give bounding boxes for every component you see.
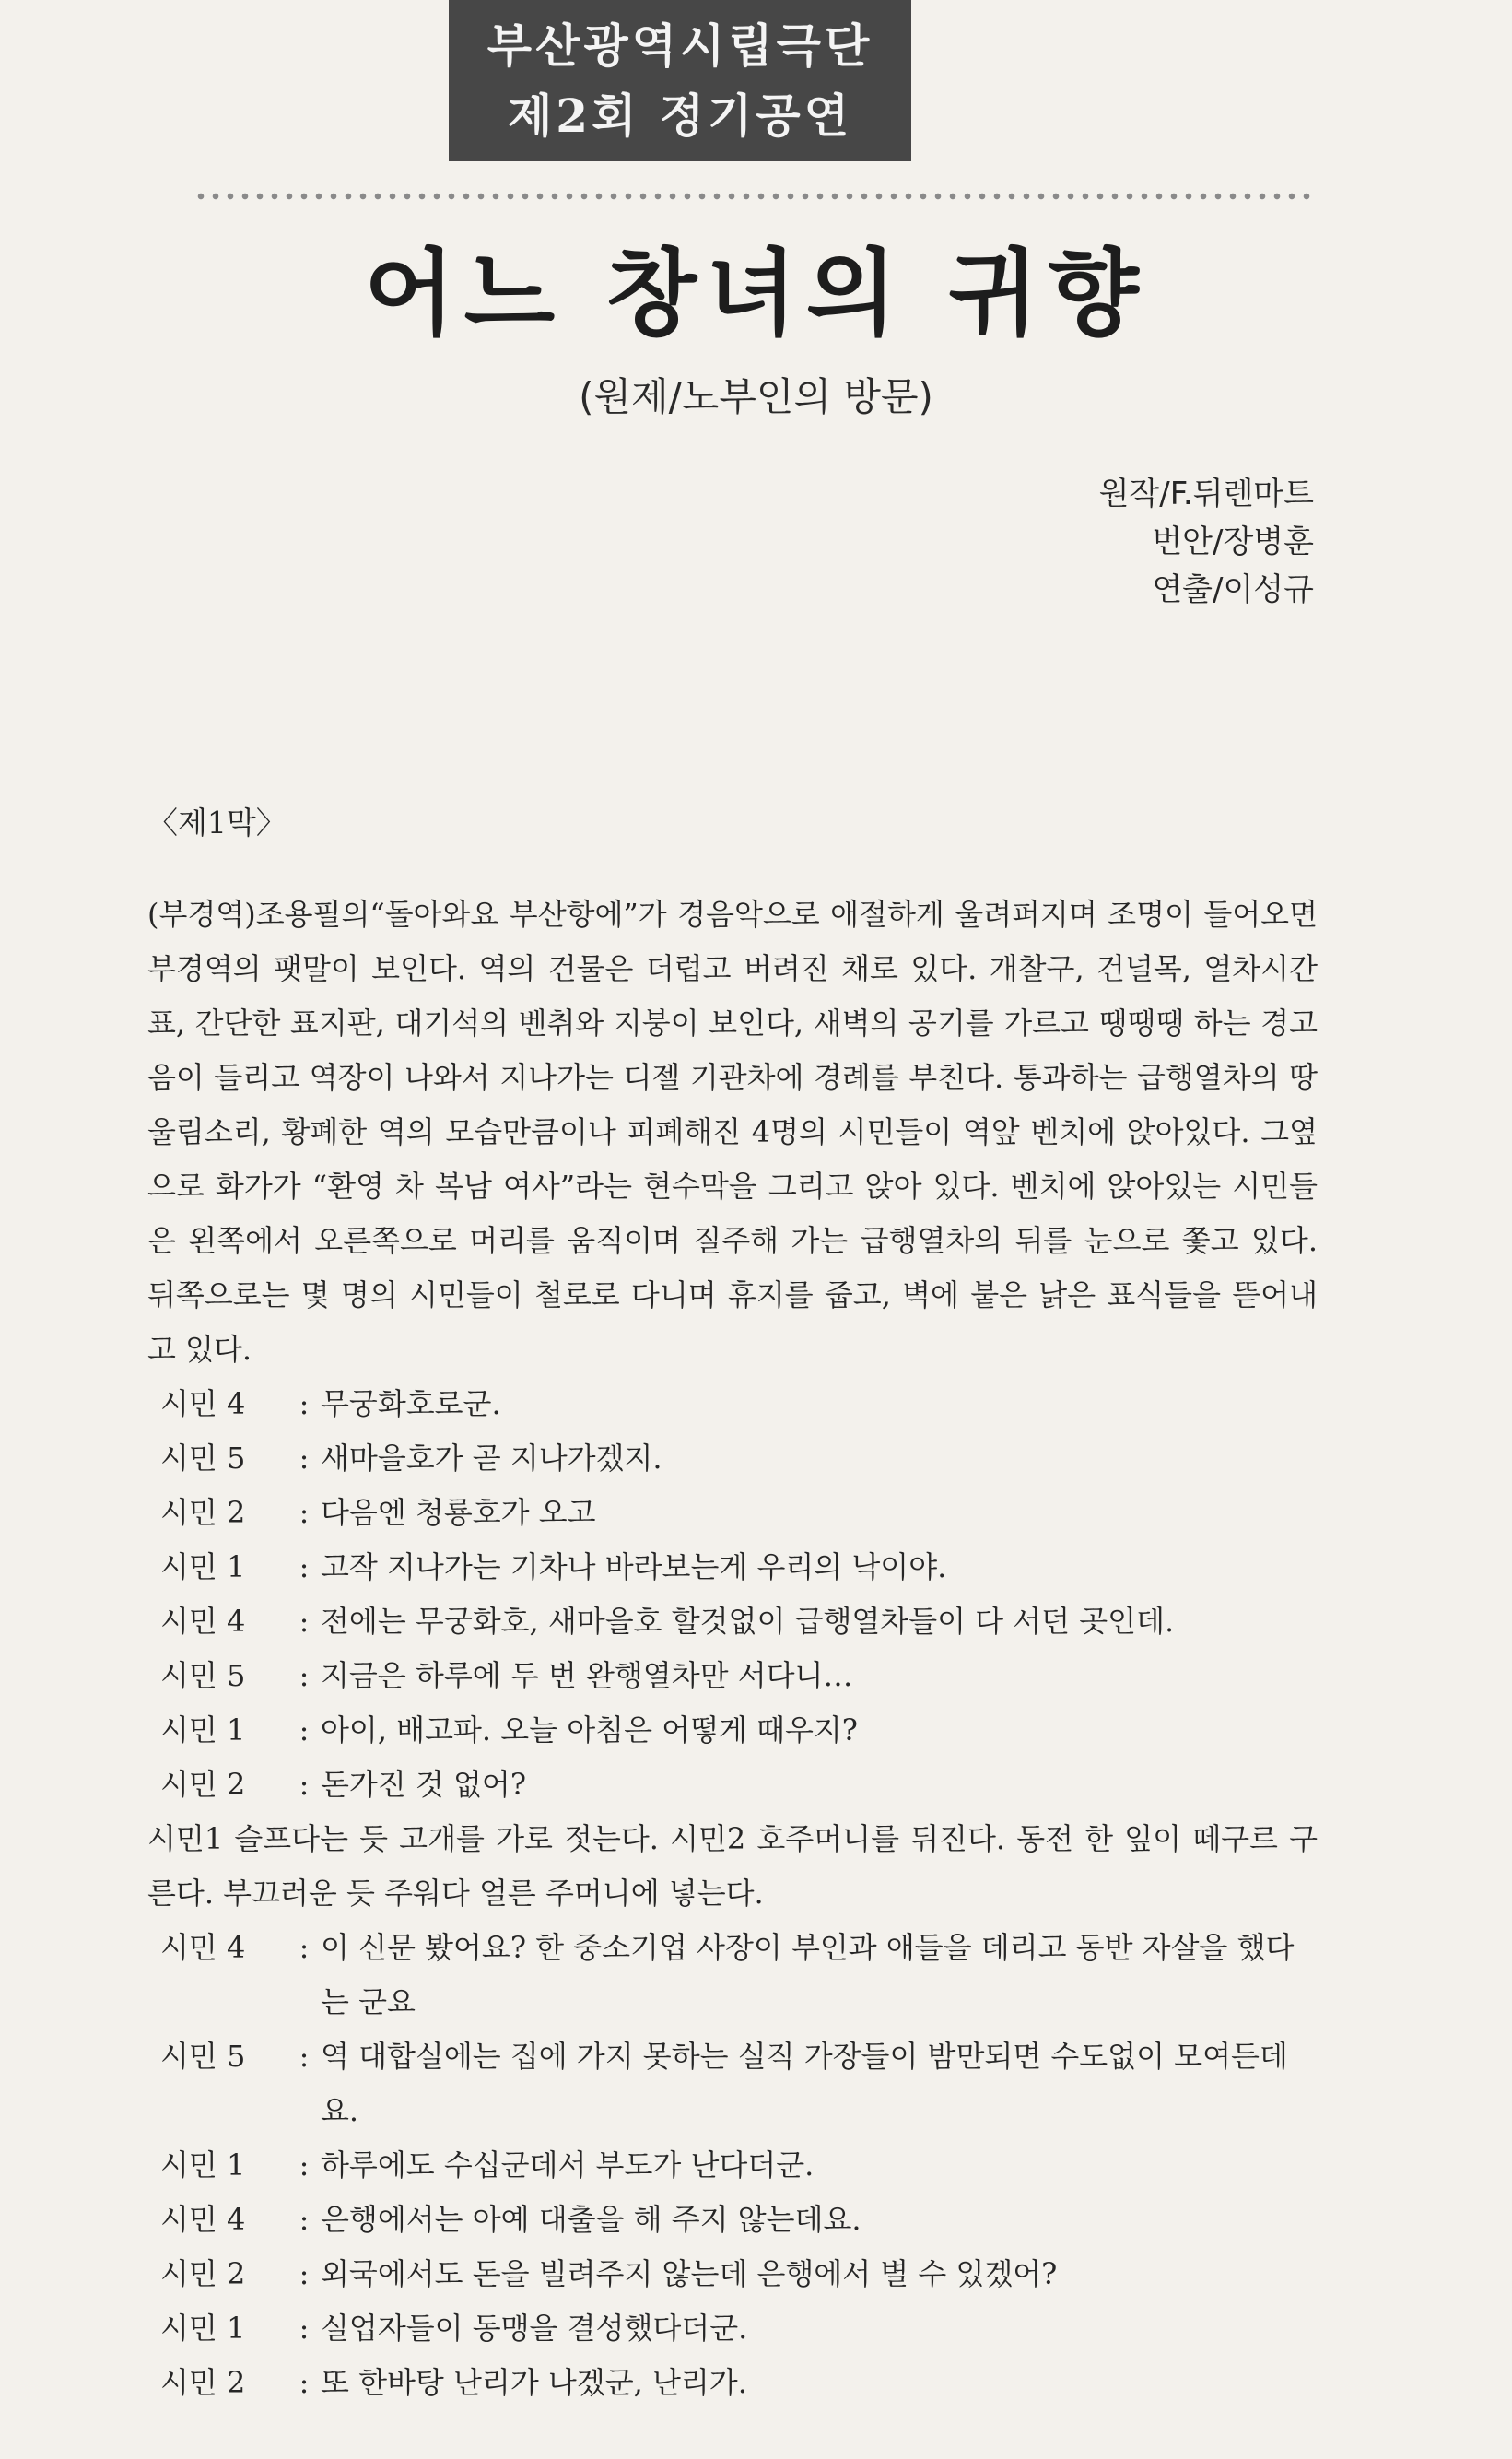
- speaker: 시민 2: [160, 1495, 246, 1530]
- colon: :: [299, 2147, 310, 2183]
- speech: 전에는 무궁화호, 새마을호 할것없이 급행열차들이 다 서던 곳인데.: [321, 1604, 1175, 1639]
- speech: 실업자들이 동맹을 결성했다더군.: [321, 2311, 748, 2346]
- speech: 새마을호가 곧 지나가겠지.: [321, 1441, 662, 1476]
- dialogue-line: [147, 2301, 1318, 2356]
- speaker: 시민 2: [160, 1767, 246, 1802]
- speaker: 시민 4: [160, 2202, 246, 2237]
- script-body: [147, 888, 1318, 2410]
- colon: :: [299, 1495, 310, 1530]
- speech: 이 신문 봤어요? 한 중소기업 사장이 부인과 애들을 데리고 동반 자살을 했다는 군요: [321, 1930, 1295, 2019]
- colon: :: [299, 2365, 310, 2400]
- colon: :: [299, 1712, 310, 1747]
- speech: 은행에서는 아예 대출을 해 주지 않는데요.: [321, 2202, 861, 2237]
- speaker: 시민 4: [160, 1930, 246, 1965]
- colon: :: [299, 1386, 310, 1421]
- dotted-divider: [193, 191, 1318, 202]
- colon: :: [299, 1767, 310, 1802]
- speech: 돈가진 것 없어?: [321, 1767, 526, 1802]
- colon: :: [299, 2039, 310, 2074]
- play-title: 어느 창녀의 귀향: [364, 240, 1148, 349]
- speech: 하루에도 수십군데서 부도가 난다더군.: [321, 2147, 815, 2183]
- dialogue-block-b: [147, 1921, 1318, 2410]
- speaker: 시민 4: [160, 1386, 246, 1421]
- speech: 외국에서도 돈을 빌려주지 않는데 은행에서 별 수 있겠어?: [321, 2256, 1058, 2291]
- dialogue-line: [147, 1594, 1318, 1649]
- credits: [1099, 470, 1314, 614]
- speech: 지금은 하루에 두 번 완행열차만 서다니…: [321, 1658, 853, 1693]
- credit-original: 원작/F.뒤렌마트: [1098, 476, 1314, 512]
- act-heading: 〈제1막〉: [147, 805, 287, 841]
- speaker: 시민 5: [160, 1658, 246, 1693]
- dialogue-line: [147, 1540, 1318, 1594]
- speaker: 시민 5: [160, 2039, 246, 2074]
- speaker: 시민 1: [160, 2147, 246, 2183]
- speaker: 시민 2: [160, 2256, 246, 2291]
- dialogue-line: [147, 1758, 1318, 1812]
- dialogue-line: [147, 1703, 1318, 1758]
- speech: 고작 지나가는 기차나 바라보는게 우리의 낙이야.: [321, 1549, 947, 1584]
- colon: :: [299, 1604, 310, 1639]
- dialogue-line: [147, 2030, 1318, 2138]
- dialogue-line: [147, 2247, 1318, 2301]
- dialogue-block-a: [147, 1377, 1318, 1812]
- speech: 또 한바탕 난리가 나겠군, 난리가.: [321, 2365, 747, 2400]
- dialogue-line: [147, 2356, 1318, 2410]
- colon: :: [299, 2311, 310, 2346]
- colon: :: [299, 1549, 310, 1584]
- speaker: 시민 1: [160, 1549, 246, 1584]
- colon: :: [299, 1441, 310, 1476]
- scene-description: (부경역)조용필의“돌아와요 부산항에”가 경음악으로 애절하게 울려퍼지며 조명이 들어오면 부경역의 팻말이 보인다. 역의 건물은 더럽고 버려진 채로 있다. 개찰구, 건널목, 열차시간표, 간단한 표지판, 대기석의 벤취와 지붕이 보인다, 새벽의 공기를 가르고 땡땡땡 하는 경고음이 들리고 역장이 나와서 지나가는 디젤 기관차에 경례를 부친다. 통과하는 급행열차의 땅울림소리, 황폐한 역의 모습만큼이나 피폐해진 4명의 시민들이 역앞 벤치에 앉아있다. 그옆으로 화가가 “환영 차 복남 여사”라는 현수막을 그리고 앉아 있다. 벤치에 앉아있는 시민들은 왼쪽에서 오른쪽으로 머리를 움직이며 질주해 가는 급행열차의 뒤를 눈으로 쫓고 있다. 뒤쪽으로는 몇 명의 시민들이 철로로 다니며 휴지를 줍고, 벽에 붙은 낡은 표식들을 뜯어내고 있다.: [147, 897, 1318, 1367]
- stage-direction: 시민1 슬프다는 듯 고개를 가로 젓는다. 시민2 호주머니를 뒤진다. 동전 한 잎이 떼구르 구른다. 부끄러운 듯 주워다 얼른 주머니에 넣는다.: [147, 1821, 1318, 1911]
- performance-header: [449, 0, 911, 161]
- colon: :: [299, 1658, 310, 1693]
- dialogue-line: [147, 1377, 1318, 1431]
- speaker: 시민 1: [160, 1712, 246, 1747]
- troupe-name: 부산광역시립극단: [486, 18, 873, 73]
- speech: 다음엔 청룡호가 오고: [321, 1495, 596, 1530]
- speaker: 시민 4: [160, 1604, 246, 1639]
- dialogue-line: [147, 1649, 1318, 1703]
- colon: :: [299, 2202, 310, 2237]
- speech: 역 대합실에는 집에 가지 못하는 실직 가장들이 밤만되면 수도없이 모여든데요.: [321, 2039, 1288, 2128]
- credit-adaptation: 번안/장병훈: [1152, 524, 1314, 560]
- colon: :: [299, 1930, 310, 1965]
- performance-number: 제2회 정기공연: [508, 88, 852, 143]
- speaker: 시민 2: [160, 2365, 246, 2400]
- colon: :: [299, 2256, 310, 2291]
- dialogue-line: [147, 2138, 1318, 2193]
- speech: 무궁화호로군.: [321, 1386, 501, 1421]
- speaker: 시민 5: [160, 1441, 246, 1476]
- speaker: 시민 1: [160, 2311, 246, 2346]
- dialogue-line: [147, 1486, 1318, 1540]
- dialogue-line: [147, 1431, 1318, 1486]
- speech: 아이, 배고파. 오늘 아침은 어떻게 때우지?: [321, 1712, 858, 1747]
- play-subtitle: (원제/노부인의 방문): [579, 374, 933, 419]
- dialogue-line: [147, 2193, 1318, 2247]
- credit-director: 연출/이성규: [1152, 571, 1314, 608]
- dialogue-line: [147, 1921, 1318, 2030]
